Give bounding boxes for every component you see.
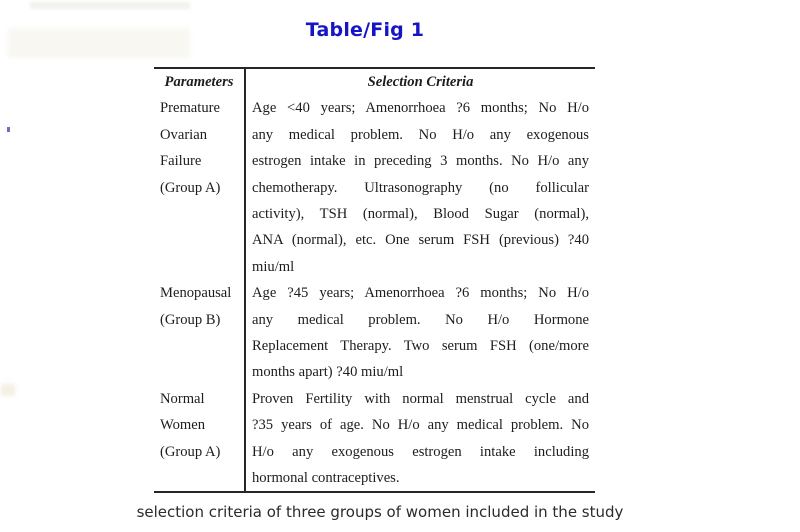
criteria-line: ?35 years of age. No H/o any medical problem. No xyxy=(252,417,589,434)
selection-criteria-table xyxy=(154,67,595,493)
criteria-line: Age <40 years; Amenorrhoea ?6 months; No H/o xyxy=(252,100,589,117)
criteria-line: Age ?45 years; Amenorrhoea ?6 months; No H/o xyxy=(252,285,589,302)
scan-artifact xyxy=(30,2,190,9)
parameter-line: Ovarian xyxy=(160,126,208,143)
criteria-line: Replacement Therapy. Two serum FSH (one/more xyxy=(252,338,589,355)
parameter-line: Failure xyxy=(160,153,202,170)
criteria-cell xyxy=(244,386,595,492)
criteria-line: chemotherapy. Ultrasonography (no follicular xyxy=(252,179,589,196)
table-header-row xyxy=(154,69,595,95)
table-row xyxy=(154,280,595,386)
parameter-line: (Group A) xyxy=(160,179,221,196)
criteria-line: ANA (normal), etc. One serum FSH (previous) ?40 xyxy=(252,232,589,249)
criteria-line: Proven Fertility with normal menstrual cycle and xyxy=(252,390,589,407)
table-row xyxy=(154,386,595,492)
criteria-line: activity), TSH (normal), Blood Sugar (normal), xyxy=(252,206,589,223)
parameter-cell xyxy=(154,280,244,386)
criteria-line: any medical problem. No H/o any exogenous xyxy=(252,126,589,143)
column-divider-line xyxy=(244,69,246,491)
criteria-line: any medical problem. No H/o Hormone xyxy=(252,311,589,328)
criteria-line: months apart) ?40 miu/ml xyxy=(252,364,404,381)
parameters-column-header: Parameters xyxy=(164,74,234,90)
figure-title: Table/Fig 1 xyxy=(305,19,425,41)
criteria-line: H/o any exogenous estrogen intake including xyxy=(252,443,589,460)
parameter-line: (Group B) xyxy=(160,311,221,328)
parameter-line: Menopausal xyxy=(160,285,232,302)
parameter-line: (Group A) xyxy=(160,443,221,460)
criteria-cell xyxy=(244,95,595,280)
criteria-line: miu/ml xyxy=(252,258,295,275)
parameter-line: Women xyxy=(160,417,206,434)
figure-caption: selection criteria of three groups of women included in the study xyxy=(136,503,624,521)
scan-artifact xyxy=(1,384,15,396)
parameter-line: Premature xyxy=(160,100,220,117)
parameter-line: Normal xyxy=(160,390,205,407)
criteria-line: estrogen intake in preceding 3 months. No H/o any xyxy=(252,153,589,170)
criteria-cell xyxy=(244,280,595,386)
parameter-cell xyxy=(154,386,244,492)
parameter-cell xyxy=(154,95,244,280)
selection-criteria-column-header: Selection Criteria xyxy=(367,74,474,90)
table-body xyxy=(154,95,595,491)
criteria-line: hormonal contraceptives. xyxy=(252,470,400,487)
table-row xyxy=(154,95,595,280)
scan-artifact xyxy=(7,127,10,132)
